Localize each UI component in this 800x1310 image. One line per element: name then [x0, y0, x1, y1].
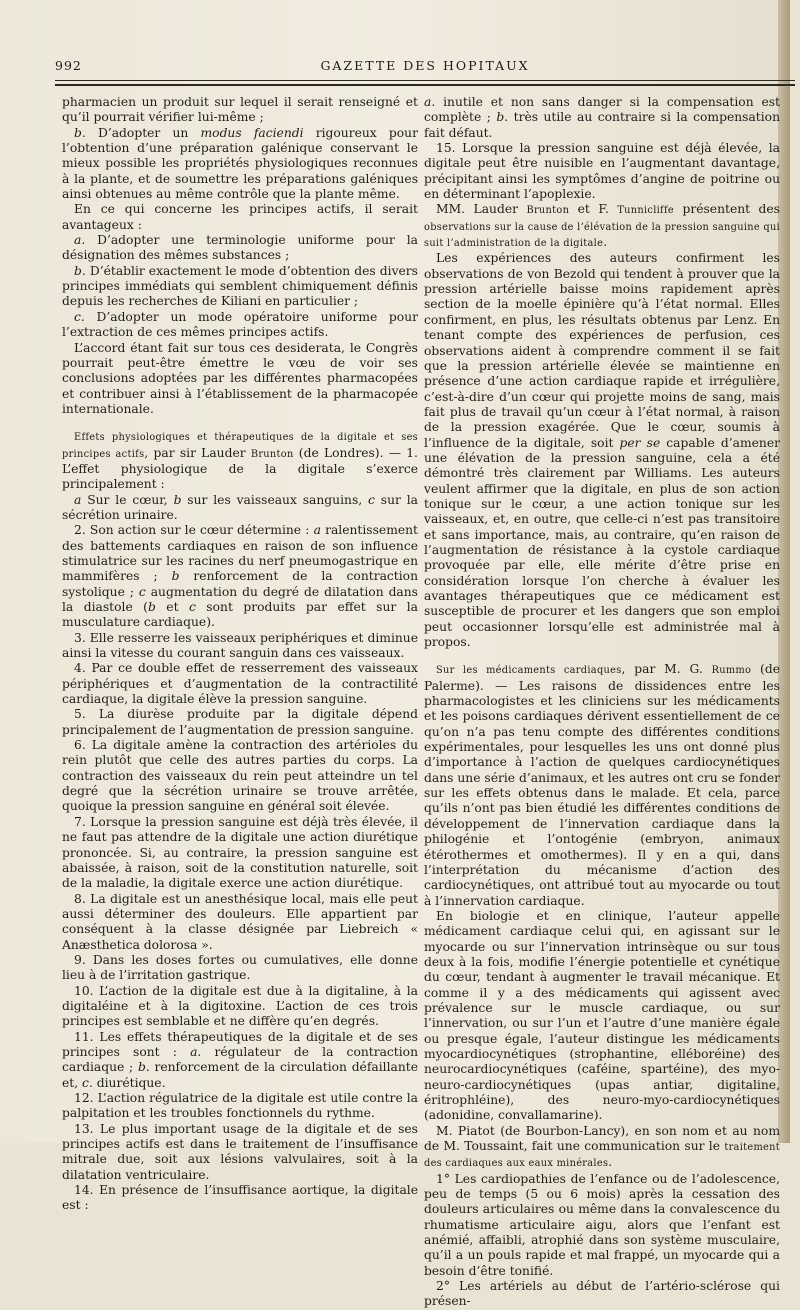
text-run: Brunton — [250, 448, 294, 460]
text-run: , par M. G. — [621, 662, 712, 677]
paragraph — [424, 141, 780, 202]
text-run: observations sur la cause de l’élévation de la pression sanguine qui suit l’administration de la digitale — [424, 221, 780, 250]
text-run: , par sir Lauder — [144, 445, 251, 460]
text-run: b — [171, 569, 180, 584]
right-column — [424, 95, 780, 1310]
paragraph — [62, 1091, 418, 1122]
text-run: 3. Elle resserre les vaisseaux periphériques et diminue ainsi la vitesse du courant sanguin dans ces vaisseaux. — [62, 630, 418, 661]
paragraph — [62, 95, 418, 126]
text-run: pharmacien un produit sur lequel il serait renseigné et qu’il pourrait vérifier lui-même ; — [62, 95, 418, 125]
text-run: (de Londres). — 1. L’effet physiologique de la digitale s’exerce principalement : — [62, 445, 418, 492]
paragraph — [424, 251, 780, 650]
text-run: 2. Son action sur le cœur détermine : — [74, 523, 314, 538]
text-run: . très utile au contraire si la compensation fait défaut. — [424, 110, 780, 140]
text-run: Sur les médicaments cardiaques — [436, 665, 622, 677]
text-run: . inutile et non sans danger si la compensation est complète ; — [424, 95, 780, 125]
paragraph — [424, 1279, 780, 1310]
text-run: c — [82, 1075, 89, 1090]
paragraph — [62, 310, 418, 341]
text-run: En ce qui concerne les principes actifs, il serait avantageux : — [62, 202, 418, 232]
text-run: Brunton — [526, 205, 570, 217]
paragraph — [424, 909, 780, 1124]
paragraph — [62, 1183, 418, 1214]
text-run: b — [137, 1060, 146, 1075]
text-run: 12. L’action régulatrice de la digitale est utile contre la palpitation et les troubles fonctionnels du rythme. — [62, 1091, 418, 1121]
text-run: . D’adopter un — [81, 125, 201, 140]
text-run: per se — [619, 435, 661, 450]
text-run: Effets physiologiques et thérapeutiques de la digitale et ses principes actifs — [62, 432, 418, 460]
paragraph — [62, 429, 418, 492]
text-run: sont produits par effet sur la musculature cardiaque). — [62, 600, 418, 630]
paragraph — [62, 493, 418, 524]
paragraph — [62, 233, 418, 264]
text-run: b — [147, 600, 156, 614]
text-run: 4. Par ce double effet de resserrement des vaisseaux périphériques et d’augmentation de la contractilité cardiaque, la digitale élève la pression sanguine. — [62, 661, 418, 707]
text-run: . D’établir exactement le mode d’obtention des divers principes immédiats qui semblent chimiquement définis depuis les recherches de Kiliani en particulier ; — [62, 263, 418, 309]
text-run: c — [138, 584, 146, 599]
page-number: 992 — [55, 58, 82, 73]
text-run: ralentissement des battements cardiaques en raison de son influence stimulatrice sur les racines du nerf pneumogastrique en mammifères ; — [62, 523, 418, 584]
text-run: augmentation du degré de dilatation dans la diastole ( — [62, 584, 418, 614]
text-run: c — [368, 492, 375, 507]
text-run: c — [188, 600, 196, 614]
text-run: 14. En présence de l’insuffisance aortique, la digitale est : — [62, 1183, 418, 1213]
paragraph — [424, 1124, 780, 1172]
text-run: 7. Lorsque la pression sanguine est déjà très élevée, il ne faut pas attendre de la digitale une action diurétique prononcée. Si, au contraire, la pression sanguine est abaissée, à raison, soit de la constitution naturelle, soit de la maladie, la digitale exerce une action diurétique. — [62, 814, 418, 891]
text-run: b — [74, 125, 82, 140]
text-run: 10. L’action de la digitale est due à la digitaline, à la digitaléine et à la digitoxine. L’action de ces trois principes est semblable et ne diffère qu’en degrés. — [62, 983, 418, 1029]
text-run: et F. — [569, 202, 618, 217]
text-run: renforcement de la contraction systolique ; — [62, 569, 418, 599]
text-run: . — [608, 1155, 613, 1170]
text-run: 1° Les cardiopathies de l’enfance ou de l’adolescence, peu de temps (5 ou 6 mois) après la cessation des douleurs articulaires ou même dans la convalescence du rhumatisme articulaire aigu, alors que l’enfant est anémié, affaibli, atrophié dans son système musculaire, qu’il a un pouls rapide et mal frappé, un myocarde qui a besoin d’être tonifié. — [424, 1171, 780, 1278]
text-run: a — [190, 1044, 198, 1059]
text-run: . D’adopter une terminologie uniforme pour la désignation des mêmes substances ; — [62, 233, 418, 263]
text-run: M. Piatot (de Bourbon-Lancy), en son nom et au nom de M. Toussaint, fait une communication sur le — [424, 1123, 780, 1154]
paragraph — [62, 815, 418, 892]
text-run: capable d’amener une élévation de la pression sanguine, cela a été démontré très clairement par Williams. Les auteurs veulent affirmer que la digitale, en plus de son action tonique sur le cœur, a une action tonique sur les vaisseaux, et, en outre, que celle-ci n’est pas transitoire et sans importance, mais, au contraire, qu’en raison de l’augmentation de résistance à la cystole cardiaque provoquée par elle, elle mérite d’être prise en considération lorsque l’on cherche à évaluer les avantages thérapeutiques que ce médicament est susceptible de procurer et les dangers que son emploi peut occasionner lorsqu’elle est administrée mal à propos. — [424, 435, 780, 650]
text-run: . diurétique. — [88, 1075, 166, 1090]
paragraph — [62, 264, 418, 310]
header-rule-thin — [55, 80, 795, 81]
text-run: a — [313, 523, 321, 538]
text-run: 8. La digitale est un anesthésique local, mais elle peut aussi déterminer des douleurs. Elle appartient par conséquent à la classe désignée par Liebreich « Anæsthetica dolorosa ». — [62, 891, 418, 952]
text-run: En biologie et en clinique, l’auteur appelle médicament cardiaque celui qui, en agissant sur le myocarde ou sur l’innervation intrinsèque ou sur tous deux à la fois, modifie l’énergie potentielle et cynétique du cœur, tendant à augmenter le travail mécanique. Et comme il y a des médicaments qui agissent avec prévalence sur le muscle cardiaque, ou sur l’innervation, ou sur l’un et l’autre d’une manière égale ou presque égale, l’auteur distingue les médicaments myocardiocynétiques (strophantine, elléboréine) des neurocardiocynétiques (caféine, spartéine), des myo-neuro-cardiocynétiques (upas antiar, digitaline, éritrophléine), des neuro-myo-cardiocynétiques (adonidine, convallamarine). — [424, 908, 780, 1123]
paragraph — [62, 892, 418, 953]
text-run: rigoureux pour l’obtention d’une préparation galénique conservant le mieux possible les propriétés physiologiques reconnues à la plante, et de soumettre les préparations galéniques ainsi obtenues au même contrôle que la plante même. — [62, 125, 418, 202]
paragraph — [62, 523, 418, 630]
text-run: Sur le cœur, — [81, 492, 174, 507]
paragraph — [62, 953, 418, 984]
text-run: MM. Lauder — [436, 202, 527, 217]
text-run: b — [496, 110, 505, 125]
paragraph — [424, 95, 780, 141]
text-run: 15. Lorsque la pression sanguine est déjà élevée, la digitale peut être nuisible en l’augmentant davantage, précipitant ainsi les symptômes d’angine de poitrine ou en déterminant l’apoplexie. — [424, 141, 780, 202]
text-run: a — [424, 95, 432, 109]
text-run: 2° Les artériels au début de l’artério-sclérose qui présen- — [424, 1279, 780, 1309]
paragraph — [62, 631, 418, 662]
text-run: sur la sécrétion urinaire. — [62, 492, 418, 522]
text-run: L’accord étant fait sur tous ces desiderata, le Congrès pourrait peut-être émettre le vœu de voir ses conclusions adoptées par les différentes pharmacopées et contribuer ainsi à l’établissement de la pharmacopée internationale. — [62, 340, 418, 416]
text-run: . D’adopter un mode opératoire uniforme pour l’extraction de ces mêmes principes actifs. — [62, 309, 418, 340]
text-run: b — [173, 492, 182, 507]
text-run: . renforcement de la circulation défaillante et, — [62, 1060, 418, 1090]
text-run: traitement des cardiaques aux eaux minérales — [424, 1142, 780, 1170]
text-run: . régulateur de la contraction cardiaque ; — [62, 1044, 419, 1075]
left-column — [62, 95, 418, 1214]
text-run: c — [74, 309, 81, 324]
paragraph — [62, 661, 418, 707]
paragraph — [62, 341, 418, 418]
text-run: Tunnicliffe — [617, 205, 675, 217]
paragraph — [62, 1030, 418, 1091]
text-run: 5. La diurèse produite par la digitale dépend principalement de l’augmentation de pression sanguine. — [62, 707, 418, 737]
text-run: présentent des — [674, 202, 780, 217]
page-header — [55, 58, 795, 78]
paragraph — [424, 662, 780, 909]
paragraph — [62, 202, 418, 233]
text-run: Rummo — [711, 665, 752, 677]
text-run: . — [603, 235, 608, 250]
text-run: sur les vaisseaux sanguins, — [181, 492, 369, 507]
text-run: (de Palerme). — Les raisons de dissidences entre les pharmacologistes et les cliniciens sur les médicaments et les poisons cardiaques dérivent essentiellement de ce qu’on n’a pas tenu compte des différentes conditions expérimentales, pour lesquelles les uns ont donné plus d’importance à l’action de quelques cardiocynétiques dans une série d’animaux, et les autres ont cru se fonder sur les effets obtenus dans le malade. Et cela, parce qu’ils n’ont pas bien étudié les différentes conditions de développement de l’innervation cardiaque dans la philogénie et l’ontogénie (embryon, animaux étérothermes et omothermes). Il y en a qui, dans l’interprétation du mécanisme d’action des cardiocynétiques, ont attribué tout au myocarde ou tout à l’innervation cardiaque. — [424, 662, 780, 908]
header-rule-thick — [55, 84, 795, 86]
text-run: 6. La digitale amène la contraction des artérioles du rein plutôt que celle des autres parties du corps. La contraction des vaisseaux du rein peut atteindre un tel degré que la sécrétion urinaire se trouve arrêtée, quoique la pression sanguine en général soit élevée. — [62, 738, 418, 814]
running-title: GAZETTE DES HOPITAUX — [320, 58, 530, 73]
text-run: 13. Le plus important usage de la digitale et de ses principes actifs est dans le traitement de l’insuffisance mitrale due, soit aux lésions valvulaires, soit à la dilatation ventriculaire. — [62, 1121, 418, 1182]
text-run: et — [155, 600, 189, 614]
paragraph — [62, 126, 418, 203]
paragraph — [62, 707, 418, 738]
paragraph — [62, 1122, 418, 1183]
text-run: Les expériences des auteurs confirment les observations de von Bezold qui tendent à prouver que la pression artérielle baisse moins rapidement après section de la moelle épinière qu’à l’état normal. Elles confirment, en plus, les résultats obtenus par Lenz. En tenant compte des expériences de perfusion, ces observations aident à comprendre comment il se fait que la pression artérielle élevée se maintienne en présence d’une action cardiaque rapide et irrégulière, c’est-à-dire d’un cœur qui projette moins de sang, mais fait plus de travail qu’un cœur à l’état normal, à raison de la pression exagérée. Que le cœur, soumis à l’influence de la digitale, soit — [424, 251, 780, 450]
paragraph — [62, 984, 418, 1030]
text-run: b — [74, 263, 82, 278]
paragraph — [62, 738, 418, 815]
paragraph — [424, 1172, 780, 1279]
text-run: modus faciendi — [200, 125, 304, 140]
text-run: a — [74, 492, 82, 507]
text-run: 11. Les effets thérapeutiques de la digitale et de ses principes sont : — [62, 1029, 418, 1059]
paragraph — [424, 202, 780, 251]
text-run: 9. Dans les doses fortes ou cumulatives, elle donne lieu à de l’irritation gastrique. — [62, 952, 418, 983]
text-run: a — [74, 233, 82, 248]
